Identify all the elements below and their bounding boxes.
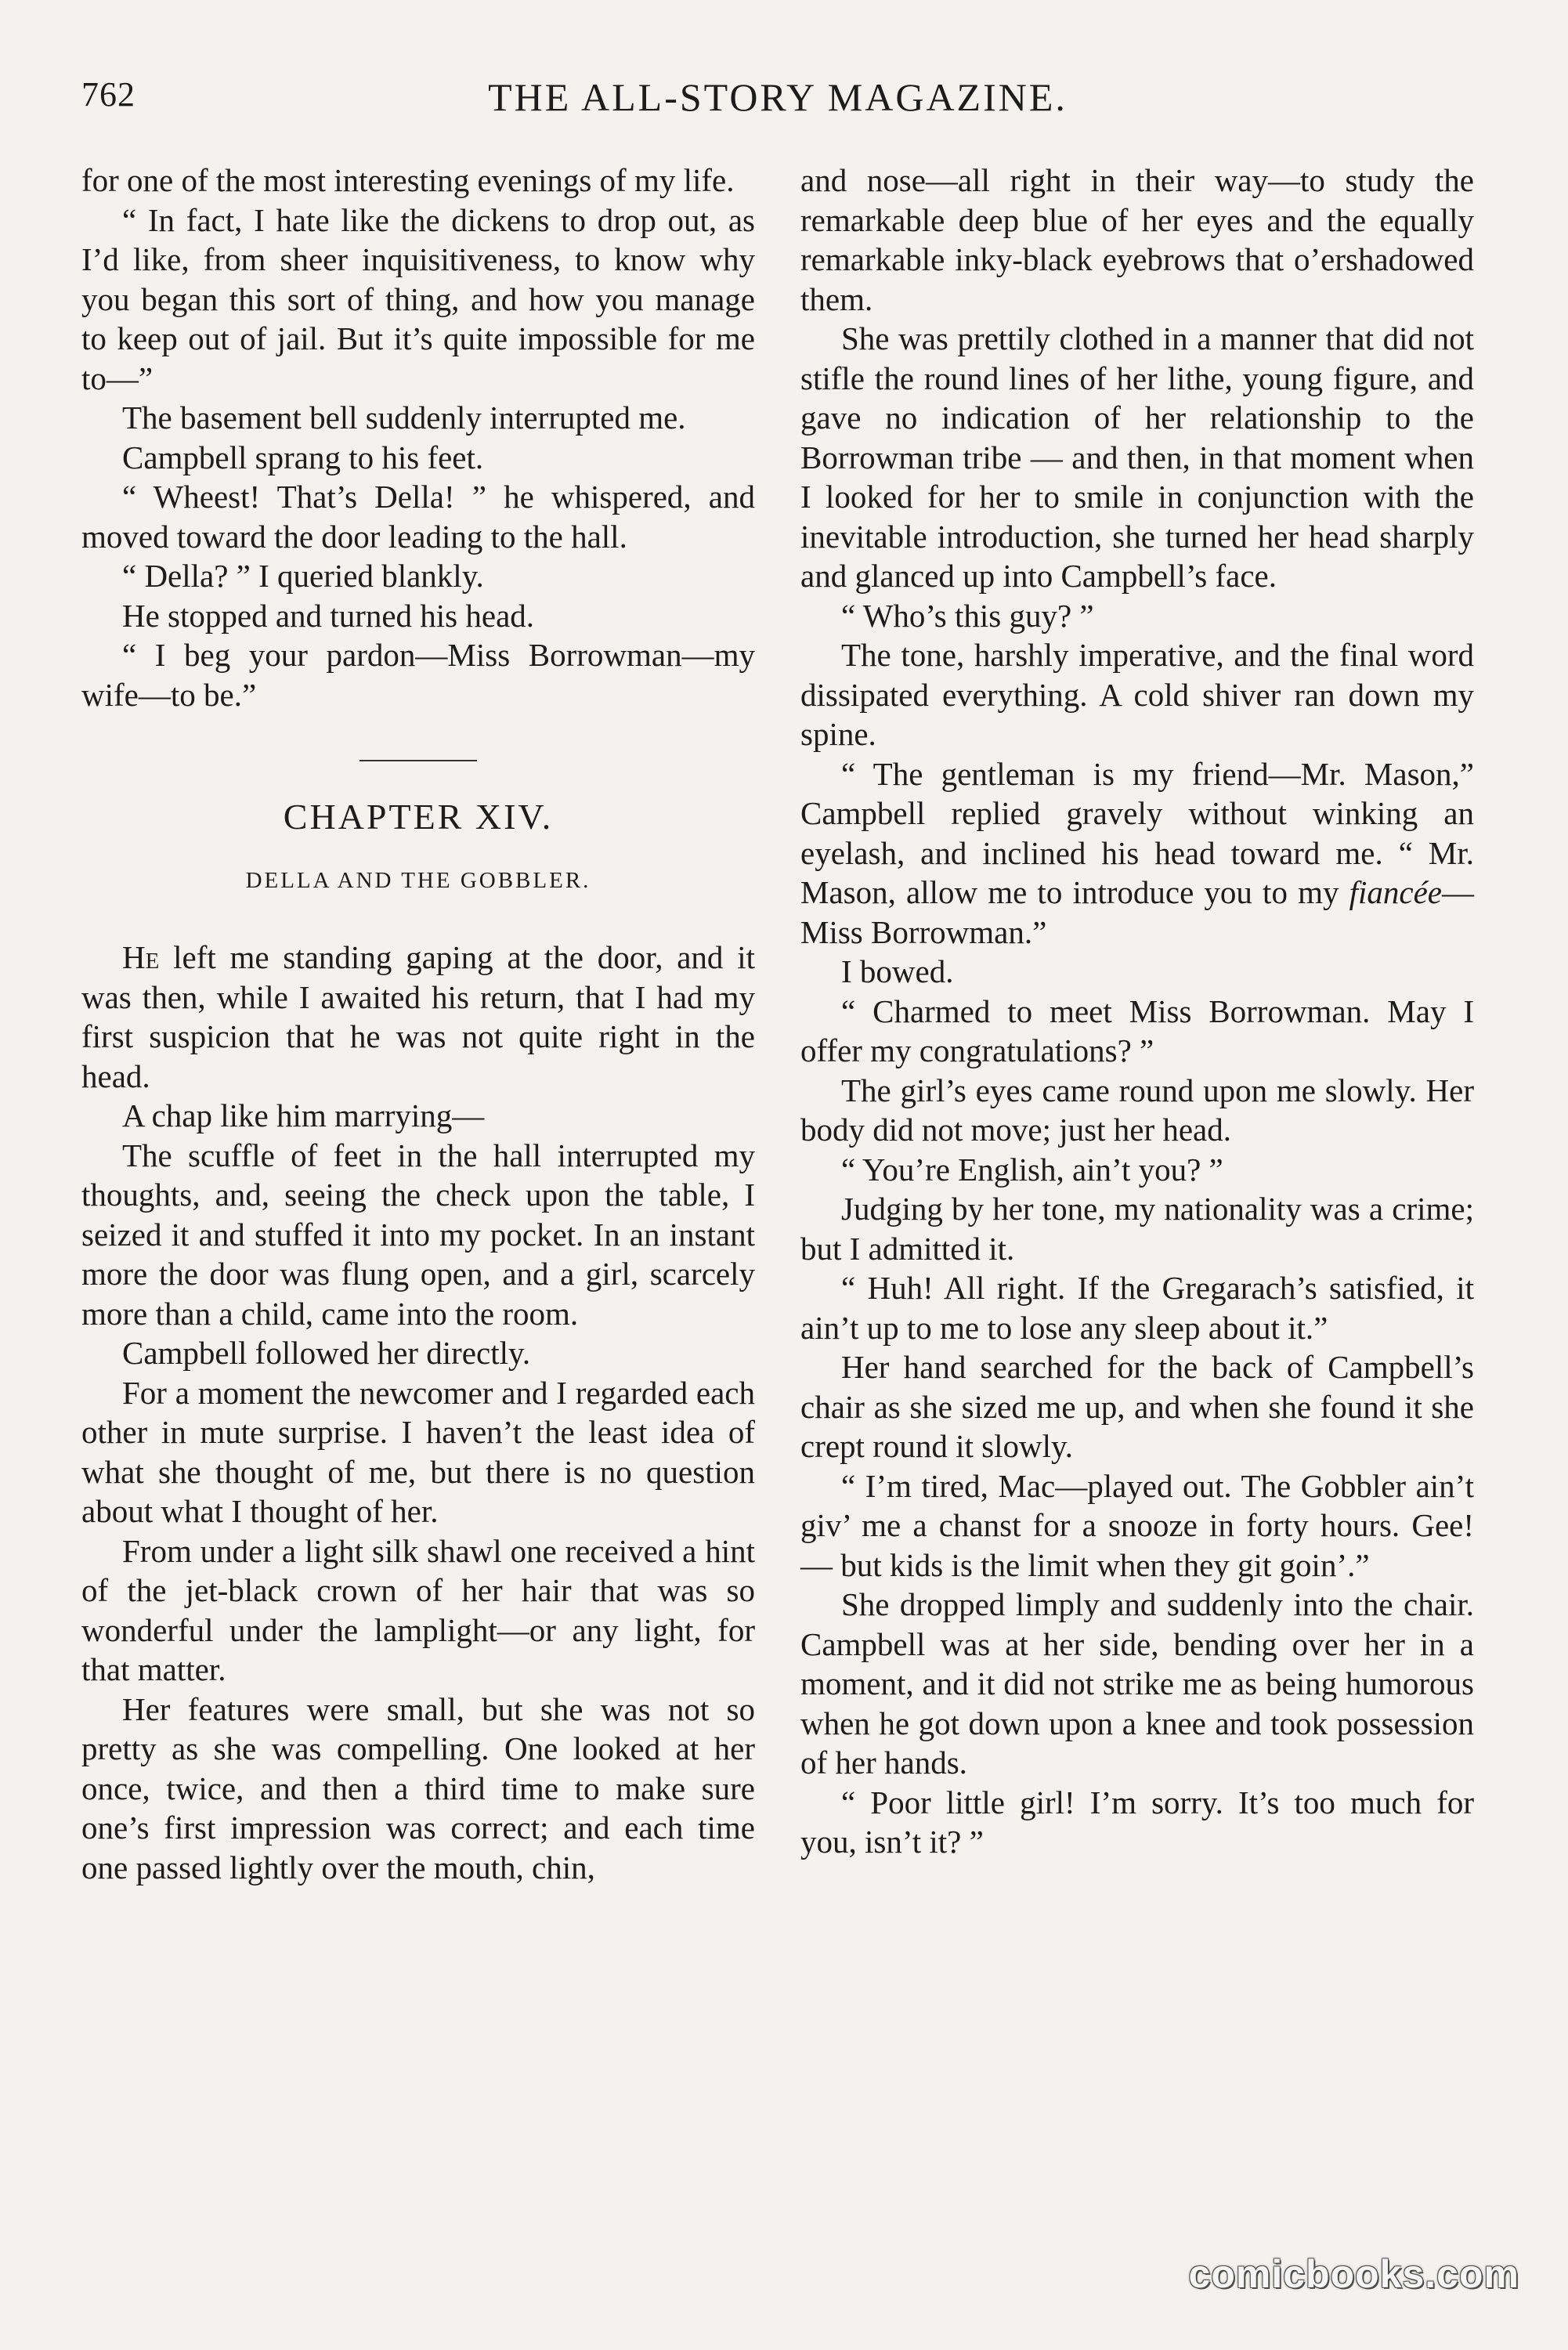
- paragraph: He stopped and turned his head.: [122, 597, 535, 634]
- left-column: [81, 161, 755, 1887]
- paragraph: I bowed.: [841, 953, 954, 989]
- paragraph: “ Who’s this guy? ”: [841, 597, 1094, 634]
- paragraph: From under a light silk shawl one received a hint of the jet-black crown of her hair that was so wonderful under the lamplight—or any light, for that matter.: [81, 1532, 755, 1687]
- section-divider: [359, 760, 477, 761]
- paragraph: “ Huh! All right. If the Gregarach’s satisfied, it ain’t up to me to lose any sleep about it.”: [800, 1270, 1474, 1346]
- paragraph: A chap like him marrying—: [122, 1097, 485, 1133]
- running-head: THE ALL-STORY MAGAZINE.: [488, 75, 1068, 119]
- page-number: 762: [81, 75, 135, 114]
- opening-word: He: [122, 939, 160, 975]
- paragraph-text: “ The gentleman is my friend—Mr. Mason,” Campbell replied gravely without winking an eyelash, and inclined his head toward me. “ Mr. Mason, allow me to introduce you to my: [800, 755, 1474, 910]
- paragraph: [81, 938, 755, 1096]
- paragraph: Her features were small, but she was not so pretty as she was compelling. One looked at her once, twice, and then a third time to make sure one’s first impression was correct; and each time one passed lightly over the mouth, chin,: [81, 1690, 755, 1885]
- watermark: comicbooks.com: [1188, 2252, 1519, 2296]
- paragraph: “ In fact, I hate like the dickens to drop out, as I’d like, from sheer inquisitiveness, to know why you began this sort of thing, and how you manage to keep out of jail. But it’s quite impossible for me to—”: [81, 201, 755, 396]
- paragraph-text: —Miss Borrowman.”: [800, 874, 1474, 950]
- chapter-subtitle: DELLA AND THE GOBBLER.: [245, 867, 591, 893]
- paragraph: She was prettily clothed in a manner that did not stifle the round lines of her lithe, young figure, and gave no indication of her relationship to the Borrowman tribe — and then, in that moment when I looked for her to smile in conjunction with the inevitable introduction, she turned her head sharply and glanced up into Campbell’s face.: [800, 320, 1474, 594]
- paragraph: The girl’s eyes came round upon me slowly. Her body did not move; just her head.: [800, 1072, 1474, 1148]
- paragraph: For a moment the newcomer and I regarded each other in mute surprise. I haven’t the least idea of what she thought of me, but there is no question about what I thought of her.: [81, 1374, 755, 1529]
- paragraph: “ You’re English, ain’t you? ”: [841, 1151, 1223, 1188]
- paragraph: The tone, harshly imperative, and the final word dissipated everything. A cold shiver ran down my spine.: [800, 637, 1474, 752]
- paragraph-text: left me standing gaping at the door, and it was then, while I awaited his return, that I had my first suspicion that he was not quite right in the head.: [81, 939, 755, 1094]
- paragraph: and nose—all right in their way—to study the remarkable deep blue of her eyes and the equally remarkable inky-black eyebrows that o’ershadowed them.: [800, 162, 1474, 317]
- paragraph: She dropped limply and suddenly into the chair. Campbell was at her side, bending over her in a moment, and it did not strike me as being humorous when he got down upon a knee and took possession of her hands.: [800, 1586, 1474, 1781]
- paragraph: The basement bell suddenly interrupted me.: [122, 400, 686, 436]
- paragraph: “ Charmed to meet Miss Borrowman. May I offer my congratulations? ”: [800, 992, 1474, 1068]
- paragraph: Campbell sprang to his feet.: [122, 439, 484, 475]
- italic-word: fiancée: [1349, 874, 1442, 910]
- paragraph: The scuffle of feet in the hall interrupted my thoughts, and, seeing the check upon the table, I seized it and stuffed it into my pocket. In an instant more the door was flung open, and a girl, scarcely more than a child, came into the room.: [81, 1137, 755, 1332]
- paragraph: “ I’m tired, Mac—played out. The Gobbler ain’t giv’ me a chanst for a snooze in forty hours. Gee! — but kids is the limit when they git goin’.”: [800, 1467, 1474, 1583]
- page-header: [81, 74, 1474, 129]
- chapter-title: CHAPTER XIV.: [283, 797, 554, 837]
- paragraph: “ Wheest! That’s Della! ” he whispered, and moved toward the door leading to the hall.: [81, 479, 755, 555]
- paragraph: “ I beg your pardon—Miss Borrowman—my wife—to be.”: [81, 637, 755, 713]
- right-column: [800, 161, 1474, 1862]
- paragraph: “ Poor little girl! I’m sorry. It’s too much for you, isn’t it? ”: [800, 1784, 1474, 1860]
- paragraph: “ Della? ” I queried blankly.: [122, 558, 484, 594]
- paragraph: Her hand searched for the back of Campbell’s chair as she sized me up, and when she found it she crept round it slowly.: [800, 1349, 1474, 1464]
- paragraph: Campbell followed her directly.: [122, 1335, 531, 1371]
- paragraph: [800, 754, 1474, 953]
- paragraph: Judging by her tone, my nationality was a crime; but I admitted it.: [800, 1191, 1474, 1267]
- paragraph: for one of the most interesting evenings of my life.: [81, 162, 735, 198]
